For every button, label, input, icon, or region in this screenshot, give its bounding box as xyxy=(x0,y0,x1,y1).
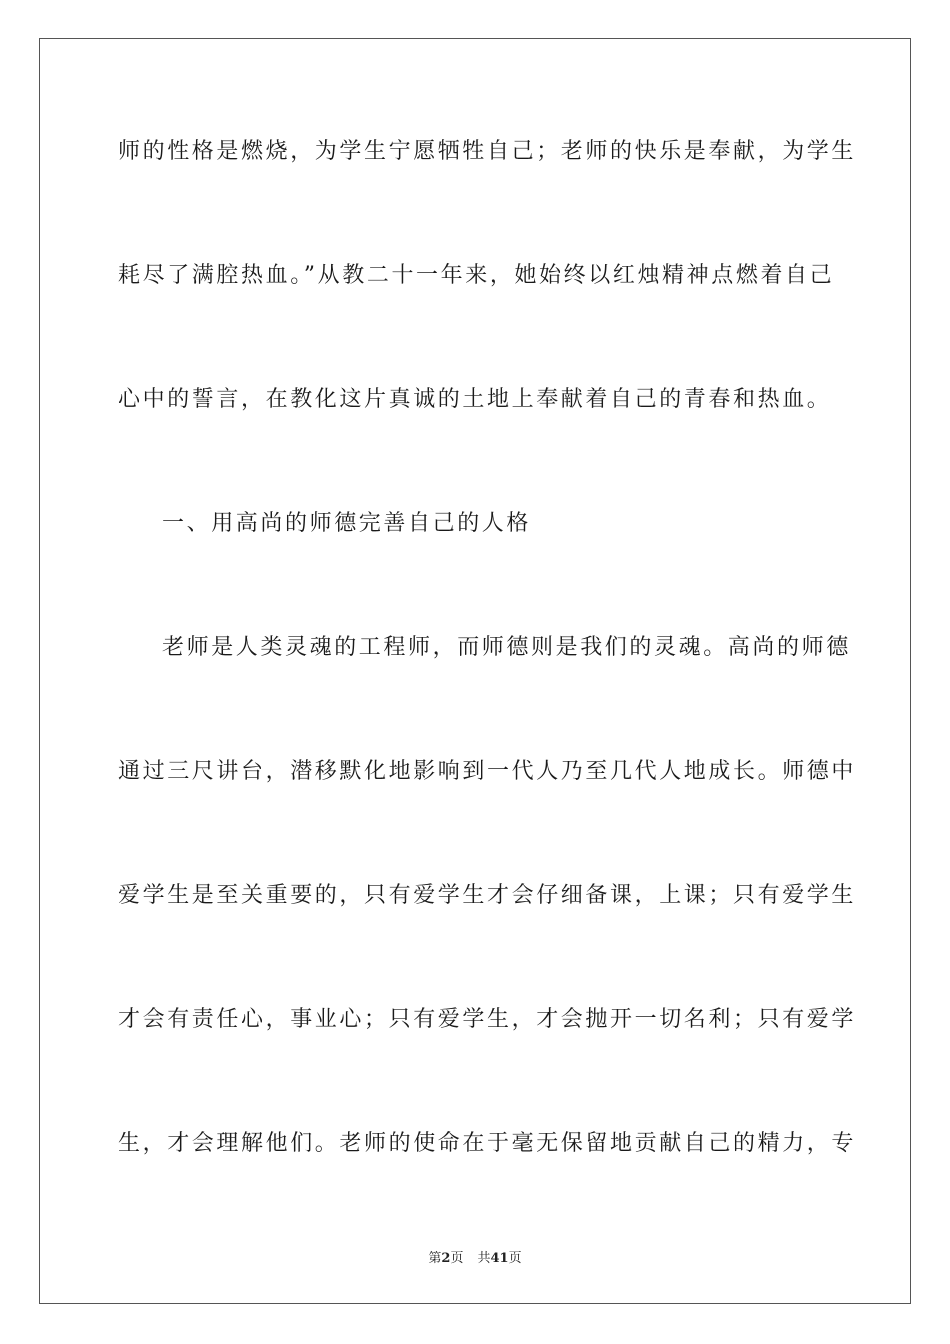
section-heading: 一、用高尚的师德完善自己的人格 xyxy=(162,511,532,536)
text-line-8: 才会有责任心，事业心；只有爱学生，才会抛开一切名利；只有爱学 xyxy=(118,1007,857,1032)
text-line-7: 爱学生是至关重要的，只有爱学生才会仔细备课，上课；只有爱学生 xyxy=(118,883,857,908)
text-line-1: 师的性格是燃烧，为学生宁愿牺牲自己；老师的快乐是奉献，为学生 xyxy=(118,139,857,164)
page-frame xyxy=(39,38,911,1304)
text-line-5: 老师是人类灵魂的工程师，而师德则是我们的灵魂。高尚的师德 xyxy=(162,635,851,660)
footer-total-prefix: 共 xyxy=(477,1251,491,1266)
footer-total-suffix: 页 xyxy=(508,1251,522,1266)
text-line-9: 生，才会理解他们。老师的使命在于毫无保留地贡献自己的精力，专 xyxy=(118,1131,857,1156)
page-footer xyxy=(0,1247,950,1266)
footer-total-pages: 41 xyxy=(490,1251,509,1266)
footer-page-suffix: 页 xyxy=(450,1251,464,1266)
text-line-2: 耗尽了满腔热血。”从教二十一年来，她始终以红烛精神点燃着自己 xyxy=(118,263,835,288)
text-line-3: 心中的誓言，在教化这片真诚的土地上奉献着自己的青春和热血。 xyxy=(118,387,832,412)
footer-page-number: 2 xyxy=(441,1251,451,1266)
text-line-6: 通过三尺讲台，潜移默化地影响到一代人乃至几代人地成长。师德中 xyxy=(118,759,857,784)
footer-page-prefix: 第 xyxy=(428,1251,442,1266)
